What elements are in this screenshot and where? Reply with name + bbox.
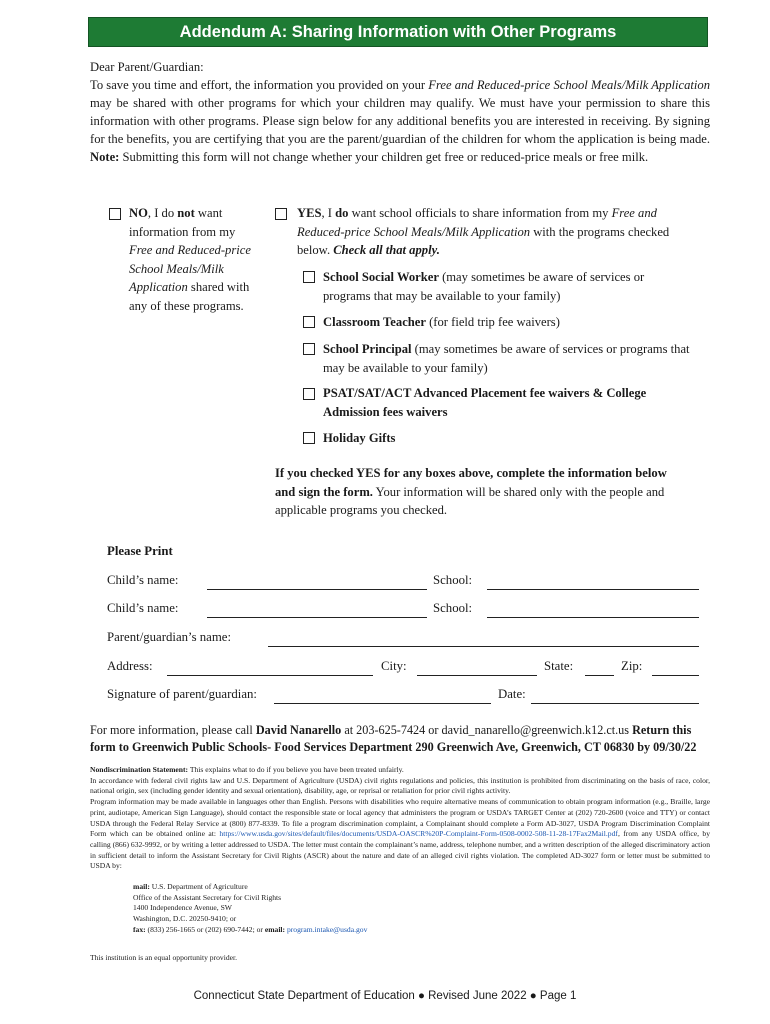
program-label-holiday-gifts <box>323 429 693 448</box>
note-label: Note: <box>90 150 120 164</box>
no-option-label <box>129 204 259 315</box>
address-label: Address: <box>107 659 153 673</box>
school1-label: School: <box>433 573 473 587</box>
signature-field[interactable] <box>274 703 491 704</box>
page-title: Addendum A: Sharing Information with Other Programs <box>179 23 617 41</box>
date-field[interactable] <box>531 703 699 704</box>
child2-label: Child’s name: <box>107 601 179 615</box>
parent-name-field[interactable] <box>268 646 699 647</box>
school2-label: School: <box>433 601 473 615</box>
complaint-form-link[interactable]: https://www.usda.gov/sites/default/files/documents/USDA-OASCR%20P-Complaint-Form-0508-0002-508-11-28-17Fax2Mail.pdf <box>219 829 618 839</box>
equal-opportunity: This institution is an equal opportunity provider. <box>90 953 238 962</box>
return-instruction: Return this form to Greenwich Public Schools- Food Services Department 290 Greenwich Ave, Greenwich, CT 06830 by 09/30/22 <box>90 723 697 754</box>
not-word: not <box>177 206 195 220</box>
program-label-principal <box>323 340 693 377</box>
please-print-heading: Please Print <box>107 544 173 558</box>
intro-app-name: Free and Reduced-price School Meals/Milk Application <box>428 78 711 92</box>
yes-app-name: Free and Reduced-price School Meals/Milk Application <box>297 206 657 239</box>
contact-text-1: For more information, please call <box>90 723 256 737</box>
state-label: State: <box>544 659 574 673</box>
nondiscrimination-label: Nondiscrimination Statement: <box>90 765 189 774</box>
check-all-instruction: Check all that apply. <box>333 243 440 257</box>
intro-text-1: To save you time and effort, the information you provided on your <box>90 78 429 92</box>
yes-word: YES <box>297 206 322 220</box>
yes-option-label <box>297 204 692 260</box>
nondiscrimination-p1: In accordance with federal civil rights law and U.S. Department of Agriculture (USDA) civil rights regulations and policies, this institution is prohibited from discriminating on the basis of race, color, national origin, sex (including gender identity and sexual orientation), disability, age, or reprisal or retaliation for prior civil rights activity. <box>90 775 710 796</box>
program-checkbox-social-worker[interactable] <box>303 271 315 283</box>
program-name: Holiday Gifts <box>323 431 396 445</box>
parent-name-label: Parent/guardian’s name: <box>107 630 232 644</box>
nondiscrimination-statement <box>90 765 710 872</box>
state-field[interactable] <box>585 675 614 676</box>
date-label: Date: <box>498 687 526 701</box>
no-text-3: shared with any of these programs. <box>129 280 250 313</box>
instruction-text: Your information will be shared only with the people and applicable programs you checked. <box>275 484 665 517</box>
program-desc: (may sometimes be aware of services or programs that may be available to your family) <box>323 342 690 375</box>
contact-text-2: at 203-625-7424 or david_nanarello@greenwich.k12.ct.us <box>341 723 633 737</box>
completion-instruction <box>275 464 690 520</box>
mail-line: U.S. Department of Agriculture <box>151 882 248 891</box>
intro-paragraph <box>90 58 710 166</box>
child1-label: Child’s name: <box>107 573 179 587</box>
program-name: School Principal <box>323 342 412 356</box>
program-checkbox-holiday-gifts[interactable] <box>303 432 315 444</box>
page-title-banner <box>88 17 708 47</box>
program-label-classroom-teacher <box>323 313 693 332</box>
child1-name-field[interactable] <box>207 589 427 590</box>
program-label-social-worker <box>323 268 693 305</box>
email-link[interactable]: program.intake@usda.gov <box>286 924 368 934</box>
school1-field[interactable] <box>487 589 699 590</box>
program-label-psat-sat-act <box>323 384 693 421</box>
mail-line: Washington, D.C. 20250-9410; or <box>133 914 237 924</box>
mail-label: mail: <box>133 882 150 891</box>
signature-label: Signature of parent/guardian: <box>107 687 257 701</box>
note-text: Submitting this form will not change whether your children get free or reduced-price meals or free milk. <box>119 150 649 164</box>
no-word: NO <box>129 206 148 220</box>
contact-name: David Nanarello <box>255 723 342 737</box>
zip-field[interactable] <box>652 675 699 676</box>
mail-address-block <box>133 882 633 936</box>
program-name: Classroom Teacher <box>323 315 426 329</box>
mail-line: 1400 Independence Avenue, SW <box>133 903 232 913</box>
zip-label: Zip: <box>621 659 643 673</box>
email-label: email: <box>264 924 286 934</box>
program-checkbox-psat-sat-act[interactable] <box>303 388 315 400</box>
city-field[interactable] <box>417 675 537 676</box>
program-checkbox-classroom-teacher[interactable] <box>303 316 315 328</box>
no-app-name: Free and Reduced-price School Meals/Milk Application <box>129 243 251 294</box>
address-field[interactable] <box>167 675 373 676</box>
program-desc: (may sometimes be aware of services or programs that may be available to your family) <box>323 270 645 303</box>
program-checkbox-principal[interactable] <box>303 343 315 355</box>
do-word: do <box>335 206 349 220</box>
yes-text-2: want school officials to share information from my <box>348 206 612 220</box>
fax-text: (833) 256-1665 or (202) 690-7442; or <box>145 924 265 934</box>
no-text-1: , I do <box>147 206 178 220</box>
city-label: City: <box>381 659 407 673</box>
mail-line: Office of the Assistant Secretary for Civil Rights <box>133 892 282 902</box>
nondiscrimination-p3: , from any USDA office, by calling (866) 632-9992, or by writing a letter addressed to USDA. The letter must contain the complainant’s name, address, telephone number, and a written description of the alleged discriminatory action in sufficient detail to inform the Assistant Secretary for Civil Rights (ASCR) about the nature and date of an alleged civil rights violation. The completed AD-3027 form or letter must be submitted to USDA by: <box>90 829 710 871</box>
yes-text-3: with the programs checked below. <box>297 224 670 257</box>
school2-field[interactable] <box>487 617 699 618</box>
program-desc: (for field trip fee waivers) <box>425 315 560 329</box>
page-footer: Connecticut State Department of Education ● Revised June 2022 ● Page 1 <box>193 990 577 1002</box>
yes-text-1: , I <box>321 206 336 220</box>
no-text-2: want information from my <box>129 206 236 239</box>
yes-checkbox[interactable] <box>275 208 287 220</box>
nondiscrimination-p2: Program information may be made available in languages other than English. Persons with disabilities who require alternative means of communication to obtain program information (e.g., Braille, large print, audiotape, American Sign Language), should contact the responsible state or local agency that administers the program or USDA’s TARGET Center at (202) 720-2600 (voice and TTY) or contact USDA through the Federal Relay Service at (800) 877-8339. To file a program discrimination complaint, a Complainant should complete a Form AD-3027, USDA Program Discrimination Complaint Form which can be obtained online at: <box>90 797 710 839</box>
program-name: School Social Worker <box>323 270 439 284</box>
contact-info <box>90 722 710 756</box>
program-name: PSAT/SAT/ACT Advanced Placement fee waivers & College Admission fees waivers <box>323 386 647 419</box>
greeting: Dear Parent/Guardian: <box>90 60 204 74</box>
instruction-bold: If you checked YES for any boxes above, complete the information below and sign the form. <box>275 466 667 499</box>
nondiscrimination-lead: This explains what to do if you believe you have been treated unfairly. <box>188 765 404 774</box>
child2-name-field[interactable] <box>207 617 427 618</box>
fax-label: fax: <box>133 924 146 934</box>
intro-text-2: may be shared with other programs for which your children may qualify. We must have your permission to share this information with other programs. Please sign below for any additional benefits you are interested in receiving. By signing for the benefits, you are certifying that you are the parent/guardian of the children for whom the application is being made. <box>90 96 710 146</box>
no-checkbox[interactable] <box>109 208 121 220</box>
